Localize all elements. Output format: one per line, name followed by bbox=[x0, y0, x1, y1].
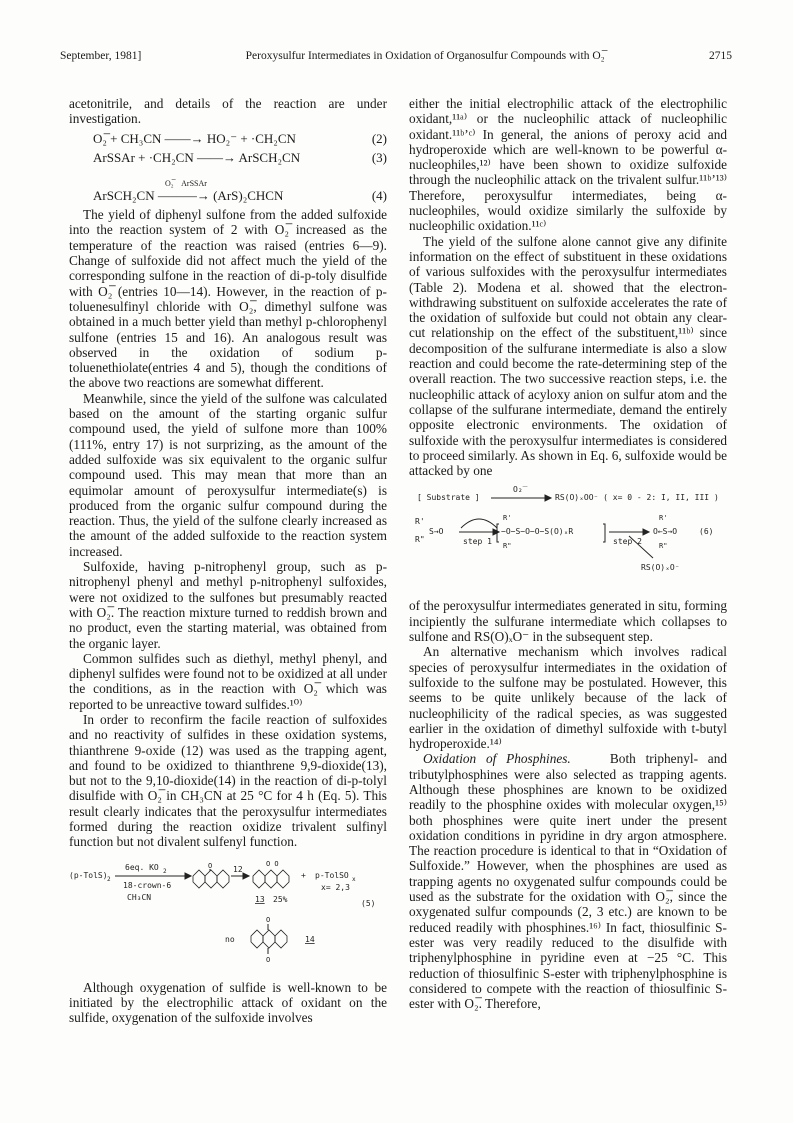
arrow-head bbox=[493, 529, 499, 535]
paragraph: In order to reconfirm the facile reaction of sulfoxides and no reactivity of sulfides in these oxidation systems, thianthrene 9-oxide (12) was used as the trapping agent, and found to be oxidized to thianthrene 9,9-dioxide(13), but not to the 9,10-dioxide(14) in the reaction of di-p-tolyl disulfide with O₂̅ in CH₃CN at 25 °C for 4 h (Eq. 5). This result clearly indicates that the peroxysulfur intermediates formed during the reaction oxidize trivalent sulfinyl function but not divalent sulfenyl function. bbox=[69, 711, 387, 850]
paragraph: Common sulfides such as diethyl, methyl phenyl, and diphenyl sulfides were found not to be oxidized at all under the conditions, as in the reaction with O₂̅ which was reported to be unreactive toward sulfides.¹⁰⁾ bbox=[69, 650, 387, 712]
svg-text:O: O bbox=[266, 915, 271, 924]
thianthrene-dioxide-structure bbox=[253, 860, 289, 888]
byproduct-subscript: x bbox=[352, 875, 356, 883]
sulfoxide: S→O bbox=[429, 527, 444, 537]
paragraph: of the peroxysulfur intermediates generated in situ, forming incipiently the sulfurane intermediate which collapses to sulfone and RS(O)ₓO⁻ in the subsequent step. bbox=[409, 598, 727, 645]
thianthrene-9-10-dioxide-structure bbox=[251, 916, 287, 964]
page-number: 2715 bbox=[709, 50, 732, 62]
peroxy-product: RS(O)ₓOO⁻ ( x= 0 - 2: I, II, III ) bbox=[555, 493, 719, 503]
equation-text: ArSCH₂CN ———→ (ArS)₂CHCN bbox=[93, 187, 284, 203]
product-yield: 25% bbox=[273, 894, 288, 904]
product-label: 13 bbox=[255, 894, 265, 904]
svg-text:R': R' bbox=[659, 514, 668, 523]
equation-4 bbox=[69, 169, 387, 203]
superoxide-label: O₂̅ bbox=[513, 485, 523, 495]
reactant-subscript: 2 bbox=[107, 875, 111, 883]
no-label: no bbox=[225, 934, 235, 944]
arrow-head bbox=[185, 873, 191, 879]
arrow-head-2 bbox=[243, 873, 249, 879]
equation-text: ArSSAr + ·CH₂CN ——→ ArSCH₂CN bbox=[93, 149, 301, 165]
running-header bbox=[60, 50, 732, 62]
not-formed-label: 14 bbox=[305, 934, 315, 944]
svg-text:R": R" bbox=[503, 542, 512, 551]
bracket-right bbox=[603, 524, 605, 542]
running-title: Peroxysulfur Intermediates in Oxidation of Organosulfur Compounds with O₂̅ bbox=[245, 50, 605, 62]
equation-3 bbox=[69, 150, 387, 165]
sulfone: O←S→O bbox=[653, 527, 678, 537]
arrow-head bbox=[545, 495, 551, 501]
equation-number: (2) bbox=[371, 130, 387, 146]
paragraph: Sulfoxide, having p-nitrophenyl group, such as p-nitrophenyl phenyl and methyl p-nitrophenyl sulfoxides, were not oxidized to the sulfones but presumably reacted with O₂̅. The reaction mixture turned to reddish brown and no product, even the starting material, was obtained from the organic layer. bbox=[69, 559, 387, 651]
sulfurane-intermediate: −O−S−O−O−S(O)ₓR bbox=[501, 527, 574, 537]
step2-label: step 2 bbox=[613, 537, 642, 547]
svg-text:O: O bbox=[208, 861, 213, 870]
right-column bbox=[409, 96, 727, 1011]
arrow-reagents: O₂̅ ArSSAr bbox=[165, 178, 207, 188]
trap-label: 12 bbox=[233, 864, 243, 874]
plus-sign: + bbox=[301, 870, 306, 880]
header-date: September, 1981] bbox=[60, 50, 142, 62]
left-column bbox=[69, 96, 387, 1026]
equation-text: O₂̅ + CH₃CN ——→ HO₂⁻ + ·CH₂CN bbox=[93, 130, 296, 146]
equation-number: (6) bbox=[699, 527, 714, 537]
paragraph: Meanwhile, since the yield of the sulfone was calculated based on the amount of the starting organic sulfur compound used, the yield of sulfone more than 100% (111%, entry 17) is not surprizing, as the amount of the added sulfoxide was six equivalent to the organic sulfur compound used. This may mean that more than an equimolar amount of peroxysulfur intermediate(s) is produced from the organic sulfur compound during the reaction. Thus, the yield of the sulfone clearly increased as the amount of the added sulfoxide to the reaction system increased. bbox=[69, 390, 387, 559]
paragraph: acetonitrile, and details of the reaction are under investigation. bbox=[69, 96, 387, 127]
byproduct: p-TolSO bbox=[315, 870, 349, 880]
paragraph bbox=[409, 751, 727, 1011]
equation-number: (5) bbox=[361, 898, 376, 908]
reaction-scheme-5 bbox=[69, 856, 387, 974]
reagent-1-subscript: 2 bbox=[163, 867, 167, 875]
paragraph: The yield of the sulfone alone cannot give any difinite information on the effect of substituent in these oxidations of various sulfoxides with the peroxysulfur intermediates (Table 2). Modena et al. showed that the electron-withdrawing substituent on sulfoxide accelerates the rate of the oxidation of sulfoxide but could not obtain any clear-cut relationship on the effect of the substituent,¹¹ᵇ⁾ since decomposition of the sulfurane intermediate is also a slow reaction and could become the rate-determining step of the overall reaction. The two successive reaction steps, i.e. the nucleophilic attack of acyloxy anion on sulfur atom and the collapse of the sulfurane intermediate, demand the entirely opposite electronic environments. The oxidation of sulfoxide with the peroxysulfur intermediates is considered to proceed similarly. As shown in Eq. 6, sulfoxide would be attacked by one bbox=[409, 233, 727, 479]
paragraph: The yield of diphenyl sulfone from the added sulfoxide into the reaction system of 2 with O₂̅ increased as the temperature of the reaction was raised (entries 6—9). Change of sulfoxide did not affect much the yield of the corresponding sulfone in the reaction of di-p-toly disulfide with O₂̅ (entries 10—14). However, in the reaction of p-toluenesulfinyl chloride with O₂̅, dimethyl sulfone was obtained in a much better yield than methyl p-chlorophenyl sulfone (entries 15 and 16). An analogous result was observed in the oxidation of sodium p-toluenethiolate(entries 4 and 5), though the conditions of the above two reactions are somewhat different. bbox=[69, 207, 387, 391]
paragraph: Although oxygenation of sulfide is well-known to be initiated by the electrophilic attack of oxidant on the sulfide, oxygenation of the sulfoxide involves bbox=[69, 979, 387, 1026]
reagent-2: 18-crown-6 bbox=[123, 880, 172, 890]
section-title: Oxidation of Phosphines. bbox=[423, 751, 571, 767]
leaving-group: RS(O)ₓO⁻ bbox=[641, 563, 680, 573]
section-text: Both triphenyl- and tributylphosphines were also selected as trapping agents. Although these phosphines are known to be oxidized readily to the phosphine oxides with molecular oxygen,¹⁵⁾ both phosphines were quite inert under the present oxidation conditions in pyridine in dry argon atmosphere. The reaction procedure is identical to that in “Oxidation of Sulfoxide.” However, when the phosphines are used as trapping agents no oxygenated sulfur compounds could be used as the substrate for the oxidation with O₂̅, since the oxygenated sulfur compounds (2, 3 etc.) are known to be reduced readily with phosphines.¹⁶⁾ In fact, thiosulfinic S-ester was very readily reduced to the disulfide with triphenylphosphine in pyridine even at −25 °C. This reduction of thiosulfinic S-ester with triphenylphosphine is considered to compete with the reaction of thiosulfinic S-ester with O₂̅. Therefore, bbox=[409, 751, 727, 1012]
equation-2 bbox=[69, 131, 387, 146]
svg-text:R': R' bbox=[503, 514, 512, 523]
scheme-6-drawing bbox=[409, 484, 727, 592]
thianthrene-oxide-structure bbox=[193, 862, 229, 888]
reactant-label: (p-TolS) bbox=[69, 870, 108, 880]
equation-number: (3) bbox=[371, 149, 387, 165]
svg-text:O: O bbox=[266, 955, 271, 964]
svg-text:R": R" bbox=[659, 542, 668, 551]
paragraph: An alternative mechanism which involves radical species of peroxysulfur intermediates in the oxidation of sulfoxide to the sulfone may be postulated. However, this seems to be quite unlikely because of the lack of nucleophilicity of the radical species, as was suggested earlier in the oxidation of dimethyl sulfoxide with t-butyl hydroperoxide.¹⁴⁾ bbox=[409, 644, 727, 752]
paragraph: either the initial electrophilic attack of the electrophilic oxidant,¹¹ᵃ⁾ or the nucleophilic attack of nucleophilic oxidant.¹¹ᵇʼᶜ⁾ In general, the anions of peroxy acid and hydroperoxide which are well-known to be powerful α-nucleophiles,¹²⁾ have been shown to oxidize sulfoxide through the nucleophilic attack on the trivalent sulfur.¹¹ᵇʼ¹³⁾ Therefore, peroxysulfur intermediates, being α-nucleophiles, would oxidize similarly the sulfoxide by nucleophilic oxidation.¹¹ᶜ⁾ bbox=[409, 96, 727, 234]
equation-number: (4) bbox=[371, 187, 387, 203]
r-prime: R' bbox=[415, 517, 425, 527]
svg-text:O O: O O bbox=[266, 859, 279, 868]
reagent-1: 6eq. KO bbox=[125, 862, 159, 872]
r-double-prime: R" bbox=[415, 535, 425, 545]
scheme-5-drawing bbox=[69, 856, 387, 974]
substrate-label: [ Substrate ] bbox=[417, 493, 480, 503]
arrow-head bbox=[643, 529, 649, 535]
reagent-3: CH₃CN bbox=[127, 892, 152, 902]
step1-label: step 1 bbox=[463, 537, 492, 547]
byproduct-x: x= 2,3 bbox=[321, 882, 350, 892]
reaction-scheme-6 bbox=[409, 484, 727, 592]
attack-curve bbox=[461, 519, 497, 528]
